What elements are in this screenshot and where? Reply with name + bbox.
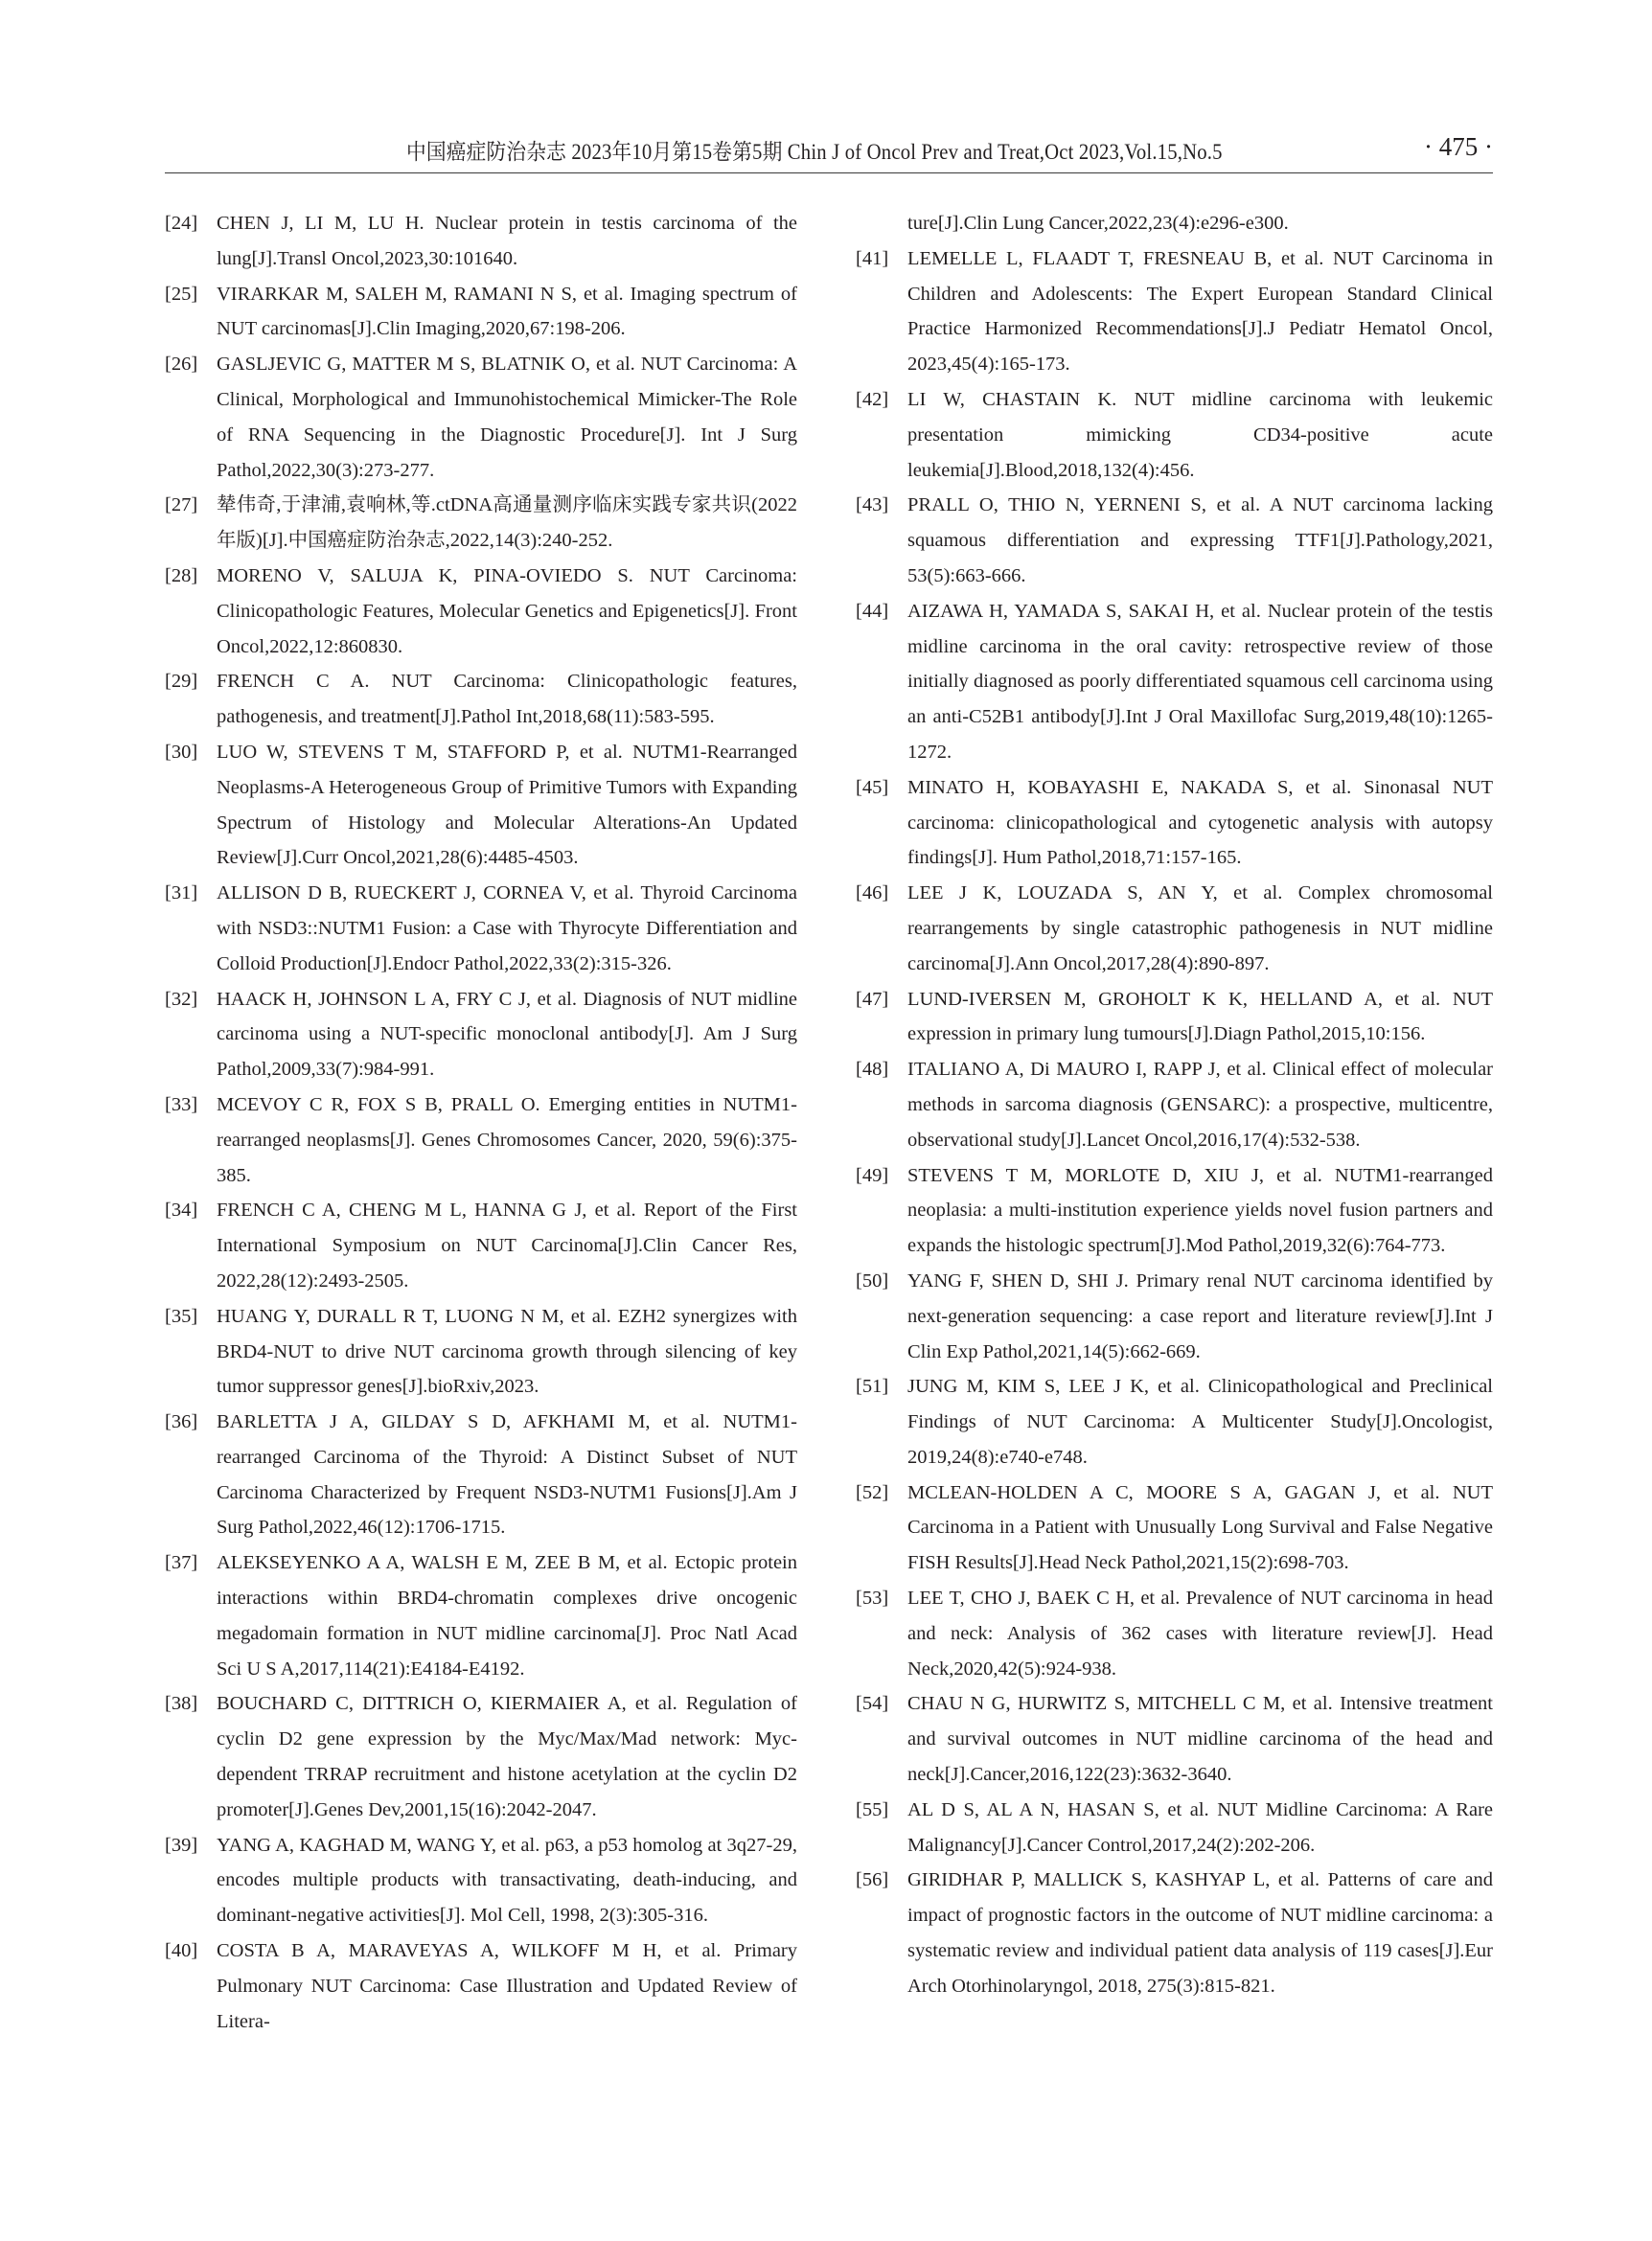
reference-entry <box>165 1933 797 2039</box>
reference-number: [37] <box>165 1552 198 1574</box>
reference-text: ALLISON D B, RUECKERT J, CORNEA V, et al. Thyroid Carcinoma with NSD3::NUTM1 Fusion: a Case with Thyrocyte Differentiation and Colloid Production[J].Endocr Pathol,2022,33(2):315-326. <box>217 882 797 974</box>
reference-number: [34] <box>165 1200 198 1222</box>
page-number: · 475 · <box>1424 132 1493 161</box>
reference-entry <box>856 1581 1493 1686</box>
references-left-column <box>165 206 797 2039</box>
reference-text: BARLETTA J A, GILDAY S D, AFKHAMI M, et al. NUTM1-rearranged Carcinoma of the Thyroid: A Distinct Subset of NUT Carcinoma Characterized by Frequent NSD3-NUTM1 Fusions[J].Am J Surg Pathol,2022,46(12):1706-1715. <box>217 1411 797 1539</box>
reference-number: [27] <box>165 494 198 516</box>
reference-number: [52] <box>856 1481 889 1503</box>
reference-text: ALEKSEYENKO A A, WALSH E M, ZEE B M, et al. Ectopic protein interactions within BRD4-chromatin complexes drive oncogenic megadomain formation in NUT midline carcinoma[J]. Proc Natl Acad Sci U S A,2017,114(21):E4184-E4192. <box>217 1552 797 1680</box>
reference-text: MINATO H, KOBAYASHI E, NAKADA S, et al. Sinonasal NUT carcinoma: clinicopathological and cytogenetic analysis with autopsy findings[J]. Hum Pathol,2018,71:157-165. <box>907 776 1493 869</box>
reference-text: CHEN J, LI M, LU H. Nuclear protein in testis carcinoma of the lung[J].Transl Oncol,2023,30:101640. <box>217 213 797 269</box>
reference-number: [43] <box>856 494 889 516</box>
reference-number: [33] <box>165 1093 198 1115</box>
reference-entry <box>856 1793 1493 1864</box>
reference-number: [53] <box>856 1588 889 1610</box>
reference-text: MCLEAN-HOLDEN A C, MOORE S A, GAGAN J, et al. NUT Carcinoma in a Patient with Unusually Long Survival and False Negative FISH Results[J].Head Neck Pathol,2021,15(2):698-703. <box>907 1481 1493 1574</box>
reference-number: [35] <box>165 1305 198 1327</box>
reference-entry <box>856 241 1493 382</box>
reference-entry <box>165 982 797 1087</box>
reference-number: [31] <box>165 882 198 904</box>
reference-number: [45] <box>856 776 889 798</box>
reference-text: VIRARKAR M, SALEH M, RAMANI N S, et al. Imaging spectrum of NUT carcinomas[J].Clin Imaging,2020,67:198-206. <box>217 283 797 340</box>
reference-entry <box>856 488 1493 593</box>
reference-entry <box>165 1545 797 1686</box>
reference-number: [48] <box>856 1059 889 1081</box>
reference-text: LUND-IVERSEN M, GROHOLT K K, HELLAND A, et al. NUT expression in primary lung tumours[J].Diagn Pathol,2015,10:156. <box>907 988 1493 1045</box>
reference-text: FRENCH C A. NUT Carcinoma: Clinicopathologic features, pathogenesis, and treatment[J].Pathol Int,2018,68(11):583-595. <box>217 671 797 728</box>
reference-entry <box>856 1475 1493 1581</box>
reference-entry <box>856 1052 1493 1157</box>
reference-text: GASLJEVIC G, MATTER M S, BLATNIK O, et al. NUT Carcinoma: A Clinical, Morphological and Immunohistochemical Mimicker-The Role of RNA Sequencing in the Diagnostic Procedure[J]. Int J Surg Pathol,2022,30(3):273-277. <box>217 354 797 481</box>
reference-entry <box>165 1686 797 1827</box>
reference-entry <box>165 1828 797 1933</box>
reference-number: [32] <box>165 988 198 1010</box>
reference-entry <box>856 770 1493 876</box>
reference-entry <box>856 1158 1493 1264</box>
reference-text: AL D S, AL A N, HASAN S, et al. NUT Midline Carcinoma: A Rare Malignancy[J].Cancer Control,2017,24(2):202-206. <box>907 1798 1493 1856</box>
references-right-column <box>856 206 1493 2004</box>
reference-number: [25] <box>165 283 198 305</box>
reference-number: [56] <box>856 1869 889 1891</box>
reference-entry <box>856 1264 1493 1369</box>
reference-entry <box>856 982 1493 1053</box>
reference-text: JUNG M, KIM S, LEE J K, et al. Clinicopathological and Preclinical Findings of NUT Carcinoma: A Multicenter Study[J].Oncologist, 2019,24(8):e740-e748. <box>907 1376 1493 1468</box>
reference-number: [51] <box>856 1376 889 1398</box>
reference-number: [44] <box>856 600 889 622</box>
reference-entry <box>165 488 797 559</box>
reference-text: LEE T, CHO J, BAEK C H, et al. Prevalence of NUT carcinoma in head and neck: Analysis of 362 cases with literature review[J]. Head Neck,2020,42(5):924-938. <box>907 1588 1493 1680</box>
reference-number: [47] <box>856 988 889 1010</box>
reference-text: PRALL O, THIO N, YERNENI S, et al. A NUT carcinoma lacking squamous differentiation and expressing TTF1[J].Pathology,2021, 53(5):663-666. <box>907 494 1493 586</box>
journal-citation-line: 中国癌症防治杂志 2023年10月第15卷第5期 Chin J of Oncol Prev and Treat,Oct 2023,Vol.15,No.5 <box>406 140 1223 164</box>
reference-number: [50] <box>856 1269 889 1292</box>
reference-number: [29] <box>165 671 198 693</box>
reference-number: [55] <box>856 1798 889 1820</box>
reference-text: AIZAWA H, YAMADA S, SAKAI H, et al. Nuclear protein of the testis midline carcinoma in the oral cavity: retrospective review of those initially diagnosed as poorly differentiated squamous cell carcinoma using an anti-C52B1 antibody[J].Int J Oral Maxillofac Surg,2019,48(10):1265-1272. <box>907 600 1493 763</box>
reference-text: MORENO V, SALUJA K, PINA-OVIEDO S. NUT Carcinoma: Clinicopathologic Features, Molecular Genetics and Epigenetics[J]. Front Oncol,2022,12:860830. <box>217 564 797 657</box>
reference-entry <box>165 206 797 277</box>
reference-entry <box>165 1193 797 1298</box>
reference-text: HUANG Y, DURALL R T, LUONG N M, et al. EZH2 synergizes with BRD4-NUT to drive NUT carcinoma growth through silencing of key tumor suppressor genes[J].bioRxiv,2023. <box>217 1305 797 1398</box>
reference-entry <box>165 347 797 488</box>
reference-entry <box>856 594 1493 770</box>
reference-entry <box>165 876 797 981</box>
reference-number: [24] <box>165 213 198 234</box>
reference-text: LI W, CHASTAIN K. NUT midline carcinoma with leukemic presentation mimicking CD34-positive acute leukemia[J].Blood,2018,132(4):456. <box>907 388 1493 481</box>
reference-number: [38] <box>165 1693 198 1715</box>
reference-text: LEMELLE L, FLAADT T, FRESNEAU B, et al. NUT Carcinoma in Children and Adolescents: The Expert European Standard Clinical Practice Harmonized Recommendations[J].J Pediatr Hematol Oncol, 2023,45(4):165-173. <box>907 247 1493 376</box>
reference-text: ITALIANO A, Di MAURO I, RAPP J, et al. Clinical effect of molecular methods in sarcoma diagnosis (GENSARC): a prospective, multicentre, observational study[J].Lancet Oncol,2016,17(4):532-538. <box>907 1059 1493 1151</box>
reference-text: GIRIDHAR P, MALLICK S, KASHYAP L, et al. Patterns of care and impact of prognostic factors in the outcome of NUT midline carcinoma: a systematic review and individual patient data analysis of 119 cases[J].Eur Arch Otorhinolaryngol, 2018, 275(3):815-821. <box>907 1869 1493 1997</box>
reference-text: COSTA B A, MARAVEYAS A, WILKOFF M H, et al. Primary Pulmonary NUT Carcinoma: Case Illustration and Updated Review of Litera- <box>217 1940 797 2032</box>
reference-number: [54] <box>856 1693 889 1715</box>
reference-text: CHAU N G, HURWITZ S, MITCHELL C M, et al. Intensive treatment and survival outcomes in NUT midline carcinoma of the head and neck[J].Cancer,2016,122(23):3632-3640. <box>907 1693 1493 1786</box>
reference-number: [49] <box>856 1164 889 1186</box>
reference-number: [28] <box>165 564 198 586</box>
reference-text: BOUCHARD C, DITTRICH O, KIERMAIER A, et al. Regulation of cyclin D2 gene expression by the Myc/Max/Mad network: Myc-dependent TRRAP recruitment and histone acetylation at the cyclin D2 promoter[J].Genes Dev,2001,15(16):2042-2047. <box>217 1693 797 1820</box>
reference-text: YANG A, KAGHAD M, WANG Y, et al. p63, a p53 homolog at 3q27-29, encodes multiple products with transactivating, death-inducing, and dominant-negative activities[J]. Mol Cell, 1998, 2(3):305-316. <box>217 1834 797 1927</box>
reference-number: [41] <box>856 247 889 269</box>
reference-text: HAACK H, JOHNSON L A, FRY C J, et al. Diagnosis of NUT midline carcinoma using a NUT-specific monoclonal antibody[J]. Am J Surg Pathol,2009,33(7):984-991. <box>217 988 797 1081</box>
reference-text: LEE J K, LOUZADA S, AN Y, et al. Complex chromosomal rearrangements by single catastrophic pathogenesis in NUT midline carcinoma[J].Ann Oncol,2017,28(4):890-897. <box>907 882 1493 974</box>
reference-entry <box>856 876 1493 981</box>
reference-entry <box>856 1369 1493 1475</box>
reference-entry <box>856 1863 1493 2003</box>
reference-continuation: ture[J].Clin Lung Cancer,2022,23(4):e296-e300. <box>907 213 1289 234</box>
reference-entry <box>856 382 1493 488</box>
reference-text: YANG F, SHEN D, SHI J. Primary renal NUT carcinoma identified by next-generation sequencing: a case report and literature review[J].Int J Clin Exp Pathol,2021,14(5):662-669. <box>907 1269 1493 1362</box>
reference-text: FRENCH C A, CHENG M L, HANNA G J, et al. Report of the First International Symposium on NUT Carcinoma[J].Clin Cancer Res, 2022,28(12):2493-2505. <box>217 1200 797 1292</box>
reference-entry <box>856 1686 1493 1792</box>
reference-number: [26] <box>165 354 198 376</box>
reference-number: [42] <box>856 388 889 410</box>
reference-entry <box>165 664 797 735</box>
reference-text: STEVENS T M, MORLOTE D, XIU J, et al. NUTM1-rearranged neoplasia: a multi-institution experience yields novel fusion partners and expands the histologic spectrum[J].Mod Pathol,2019,32(6):764-773. <box>907 1164 1493 1257</box>
reference-text: 辇伟奇,于津浦,袁响林,等.ctDNA高通量测序临床实践专家共识(2022年版)[J].中国癌症防治杂志,2022,14(3):240-252. <box>217 494 797 552</box>
running-header <box>165 130 1493 173</box>
reference-entry <box>165 1405 797 1545</box>
reference-number: [36] <box>165 1411 198 1433</box>
reference-entry <box>165 277 797 348</box>
reference-number: [40] <box>165 1940 198 1962</box>
reference-text: LUO W, STEVENS T M, STAFFORD P, et al. NUTM1-Rearranged Neoplasms-A Heterogeneous Group of Primitive Tumors with Expanding Spectrum of Histology and Molecular Alterations-An Updated Review[J].Curr Oncol,2021,28(6):4485-4503. <box>217 741 797 869</box>
reference-number: [39] <box>165 1834 198 1856</box>
reference-number: [46] <box>856 882 889 904</box>
reference-number: [30] <box>165 741 198 763</box>
reference-text: MCEVOY C R, FOX S B, PRALL O. Emerging entities in NUTM1-rearranged neoplasms[J]. Genes Chromosomes Cancer, 2020, 59(6):375-385. <box>217 1093 797 1186</box>
reference-entry <box>165 1299 797 1405</box>
reference-entry <box>165 735 797 876</box>
reference-entry <box>165 1087 797 1193</box>
reference-entry <box>165 559 797 664</box>
